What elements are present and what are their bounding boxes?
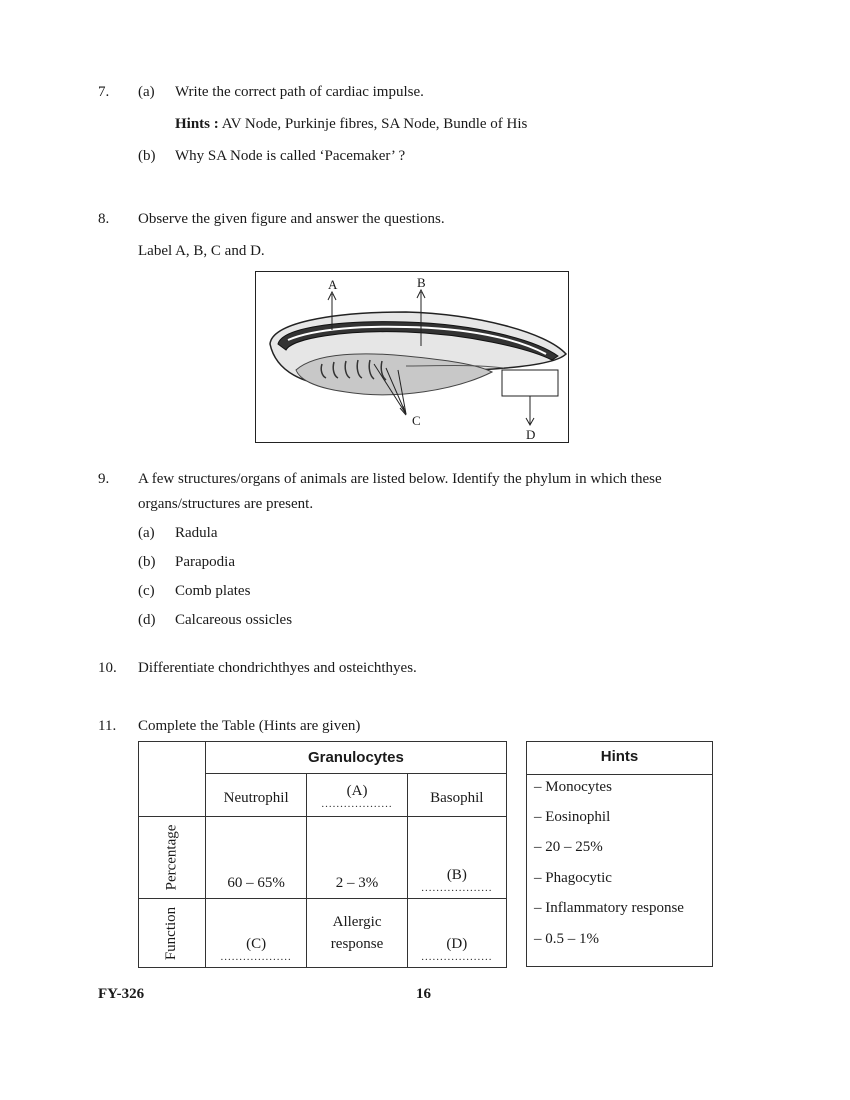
blank-c-dots: ...................: [220, 951, 292, 963]
blank-b-label: (B): [446, 867, 467, 883]
hint-item: – Monocytes: [534, 779, 612, 795]
cell-basophil-function: [407, 899, 506, 968]
q10-text: Differentiate chondrichthyes and osteichthyes.: [138, 660, 417, 676]
q9-item-b-label: (b): [138, 554, 156, 570]
cell-neutrophil-percentage: 60 – 65%: [205, 817, 307, 899]
table-corner-cell: [139, 742, 206, 817]
figure-label-b: B: [417, 275, 426, 290]
q7-b-label: (b): [138, 148, 156, 164]
granulocytes-table: [138, 741, 507, 968]
q9-number: 9.: [98, 471, 110, 487]
q8-sub: Label A, B, C and D.: [138, 243, 265, 259]
cell-blank-a-function: [307, 899, 407, 968]
q8-number: 8.: [98, 211, 110, 227]
q9-item-d-label: (d): [138, 612, 156, 628]
figure-label-a: A: [328, 277, 338, 292]
blank-a-label: (A): [346, 782, 368, 799]
allergic-line2: response: [330, 936, 384, 952]
hint-item: – Eosinophil: [534, 809, 611, 825]
q7-b-text: Why SA Node is called ‘Pacemaker’ ?: [175, 148, 406, 164]
cell-blank-a-percentage: 2 – 3%: [307, 817, 407, 899]
q7-a-text: Write the correct path of cardiac impulse.: [175, 84, 424, 100]
q7-hints: [175, 116, 527, 133]
row-label-percentage: Percentage: [163, 824, 180, 891]
amphioxus-figure: [255, 271, 569, 443]
page-number: 16: [416, 986, 431, 1002]
table-col-blank-a: [307, 774, 407, 817]
q7-a-label: (a): [138, 84, 155, 100]
figure-label-c: C: [412, 413, 421, 428]
q8-text: Observe the given figure and answer the questions.: [138, 211, 445, 227]
q10-number: 10.: [98, 660, 117, 676]
q7-hints-label: Hints :: [175, 116, 219, 132]
q7-hints-text: AV Node, Purkinje fibres, SA Node, Bundle of His: [221, 116, 528, 132]
footer-code: FY-326: [98, 986, 145, 1002]
blank-b-dots: ...................: [421, 882, 493, 894]
blank-a-dots: ...................: [321, 797, 393, 810]
row-label-percentage-cell: [139, 817, 206, 899]
q9-item-c-text: Comb plates: [175, 583, 251, 599]
table-col-basophil: Basophil: [407, 774, 506, 817]
hint-item: – Phagocytic: [534, 870, 612, 886]
hints-box: [526, 741, 713, 967]
table-col-neutrophil: Neutrophil: [205, 774, 307, 817]
q9-item-a-label: (a): [138, 525, 155, 541]
hints-title: Hints: [527, 742, 712, 775]
blank-d-label: (D): [446, 936, 468, 952]
table-group-header: Granulocytes: [205, 742, 506, 774]
q9-item-a-text: Radula: [175, 525, 218, 541]
q9-item-b-text: Parapodia: [175, 554, 235, 570]
row-label-function: Function: [163, 906, 180, 960]
q9-item-c-label: (c): [138, 583, 155, 599]
q9-text-line2: organs/structures are present.: [138, 496, 314, 512]
hint-item: – Inflammatory response: [534, 900, 684, 916]
hint-item: – 20 – 25%: [534, 839, 603, 855]
q11-text: Complete the Table (Hints are given): [138, 718, 361, 734]
q7-number: 7.: [98, 84, 110, 100]
q9-text-line1: A few structures/organs of animals are listed below. Identify the phylum in which these: [138, 471, 662, 487]
hint-item: – 0.5 – 1%: [534, 931, 599, 947]
allergic-line1: Allergic: [332, 914, 382, 930]
q9-item-d-text: Calcareous ossicles: [175, 612, 293, 628]
row-label-function-cell: [139, 899, 206, 968]
blank-c-label: (C): [246, 936, 267, 952]
cell-basophil-percentage: [407, 817, 506, 899]
figure-label-d: D: [526, 427, 536, 442]
blank-d-dots: ...................: [421, 951, 493, 963]
cell-neutrophil-function: [205, 899, 307, 968]
q11-number: 11.: [98, 718, 117, 734]
